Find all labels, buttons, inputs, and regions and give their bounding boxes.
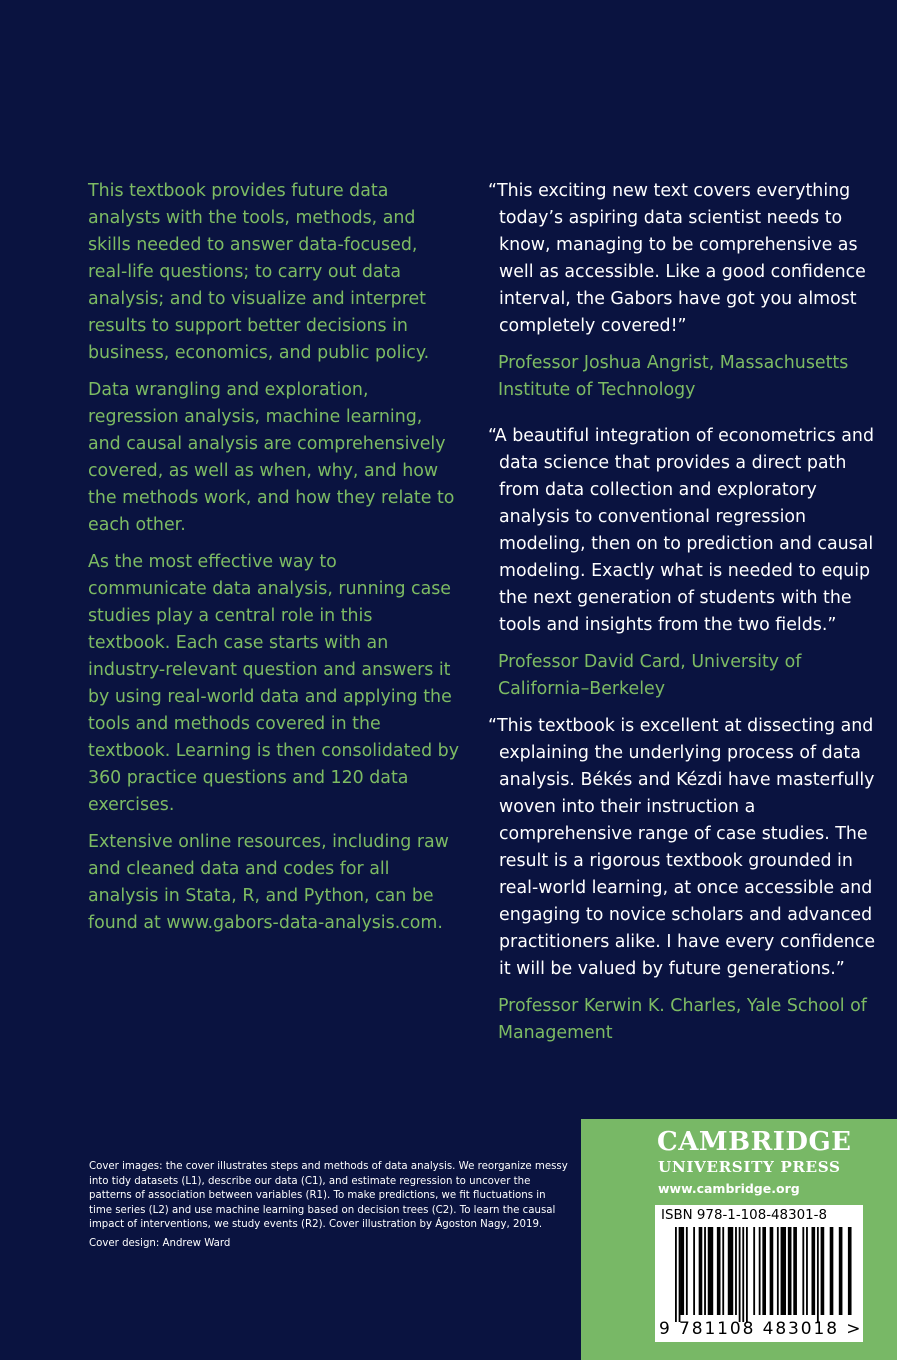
barcode-icon (675, 1227, 857, 1322)
barcode-bar (746, 1227, 748, 1322)
blurb-paragraph-3: As the most effective way to communicate data analysis, running case studies play a central role in this textbook. Each case starts with an industry-relevant question and answers it by using real-world data and applying the tools and methods covered in the textbook. Learning is then consolidated by 360 practice questions and 120 data exercises. (88, 552, 460, 815)
barcode-bar (821, 1227, 825, 1315)
barcode-panel (655, 1205, 863, 1342)
endorsement-quote-angrist: “This exciting new text covers everything today’s aspiring data scientist needs to know, managing to be comprehensive as well as accessible. Like a good confidence interval, the Gabors have got you almost completely covered!” (488, 181, 866, 336)
endorsements-column (488, 178, 880, 1047)
barcode-bar (680, 1227, 684, 1315)
barcode-bar (802, 1227, 804, 1315)
endorsement-quote-card: “A beautiful integration of econometrics and data science that provides a direct path from data collection and exploratory analysis to conventional regression modeling, then on to prediction and causal modeling. Exactly what is needed to equip the next generation of students with the tools and insights from the two fields.” (488, 426, 874, 635)
barcode-bar (817, 1227, 819, 1322)
publisher-website: www.cambridge.org (658, 1181, 800, 1196)
barcode-bar (722, 1227, 724, 1315)
barcode-bar (679, 1227, 681, 1322)
blurb-paragraph-4: Extensive online resources, including raw and cleaned data and codes for all analysis in Stata, R, and Python, can be found at www.gabors-data-analysis.com. (88, 832, 449, 933)
blurb-column (88, 178, 460, 947)
barcode-bar (686, 1227, 688, 1315)
barcode-bar (742, 1227, 744, 1322)
barcode-bar (788, 1227, 792, 1315)
isbn-label: ISBN 978-1-108-48301-8 (661, 1208, 827, 1223)
endorsement-attribution-angrist: Professor Joshua Angrist, Massachusetts Institute of Technology (498, 353, 849, 400)
barcode-bar (793, 1227, 797, 1315)
barcode-bar (830, 1227, 834, 1315)
endorsement-quote-charles: “This textbook is excellent at dissecting and explaining the underlying process of data analysis. Békés and Kézdi have masterfully woven into their instruction a comprehensive range of case studies. The result is a rigorous textbook grounded in real-world learning, at once accessible and engaging to novice scholars and advanced practitioners alike. I have every confidence it will be valued by future generations.” (488, 716, 876, 979)
blurb-paragraph-1: This textbook provides future data analysts with the tools, methods, and skills needed to answer data-focused, real-life questions; to carry out data analysis; and to visualize and interpret results to support better decisions in business, economics, and public policy. (88, 181, 430, 363)
barcode-bar (806, 1227, 808, 1315)
cover-credits (89, 1160, 569, 1256)
cover-design-credit: Cover design: Andrew Ward (89, 1237, 231, 1249)
barcode-bar (762, 1227, 766, 1315)
barcode-bar (708, 1227, 713, 1315)
barcode-bar (735, 1227, 737, 1315)
barcode-bar (759, 1227, 761, 1315)
barcode-bar (753, 1227, 755, 1315)
barcode-bar (770, 1227, 774, 1315)
blurb-paragraph-2: Data wrangling and exploration, regression analysis, machine learning, and causal analysis are comprehensively covered, as well as when, why, and how the methods work, and how they relate to each other. (88, 380, 455, 535)
publisher-name: CAMBRIDGE (657, 1127, 852, 1157)
endorsement-attribution-card: Professor David Card, University of California–Berkeley (498, 652, 802, 699)
barcode-bar (739, 1227, 741, 1322)
barcode-bar (848, 1227, 852, 1315)
barcode-bar (728, 1227, 733, 1315)
cover-images-credit: Cover images: the cover illustrates steps and methods of data analysis. We reorganize messy into tidy datasets (L1), describe our data (C1), and estimate regression to uncover the patterns of association between variables (R1). To make predictions, we fit fluctuations in time series (L2) and use machine learning based on decision trees (C2). To learn the causal impact of interventions, we study events (R2). Cover illustration by Ágoston Nagy, 2019. (89, 1161, 568, 1231)
barcode-bar (812, 1227, 816, 1315)
barcode-digits: 9 781108 483018 > (659, 1319, 863, 1339)
barcode-bar (699, 1227, 703, 1315)
endorsement-attribution-charles: Professor Kerwin K. Charles, Yale School of Management (498, 996, 867, 1043)
barcode-bar (839, 1227, 843, 1315)
publisher-panel (581, 1119, 897, 1360)
barcode-bar (781, 1227, 786, 1315)
publisher-subtitle: UNIVERSITY PRESS (658, 1158, 841, 1176)
barcode-bar (777, 1227, 779, 1315)
barcode-bar (717, 1227, 721, 1315)
barcode-bar (675, 1227, 677, 1322)
barcode-bar (704, 1227, 706, 1315)
barcode-bar (693, 1227, 695, 1315)
